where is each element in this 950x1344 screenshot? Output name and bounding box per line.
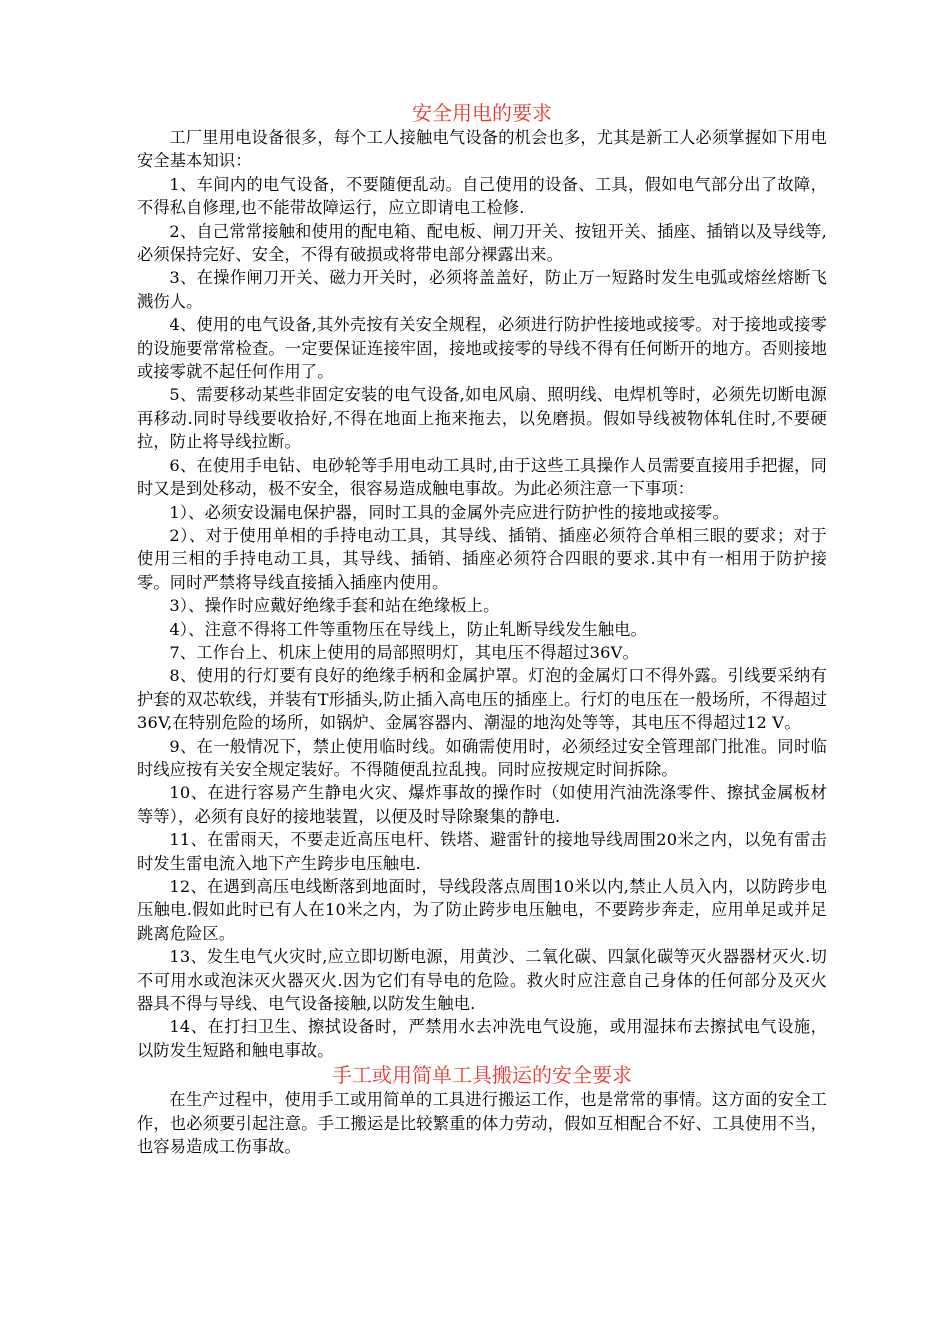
paragraph-rule-5: 5、需要移动某些非固定安装的电气设备,如电风扇、照明线、电焊机等时，必须先切断电源再移动.同时导线要收拾好,不得在地面上拖来拖去，以免磨损。假如导线被物体轧住时,不要硬拉，防止将导线拉断。 — [137, 385, 827, 452]
paragraph-rule-10: 10、在进行容易产生静电火灾、爆炸事故的操作时（如使用汽油洗涤零件、擦拭金属板材等等），必须有良好的接地装置，以便及时导除聚集的静电. — [137, 783, 827, 826]
paragraph-rule-12: 12、在遇到高压电线断落到地面时，导线段落点周围10米以内,禁止人员入内，以防跨步电压触电.假如此时已有人在10米之内，为了防止跨步电压触电，不要跨步奔走，应用单足或并足跳离危险区。 — [137, 877, 827, 943]
paragraph-rule-13: 13、发生电气火灾时,应立即切断电源，用黄沙、二氧化碳、四氯化碳等灭火器器材灭火.切不可用水或泡沫灭火器灭火.因为它们有导电的危险。救火时应注意自己身体的任何部分及灭火器具不得与导线、电气设备接触,以防发生触电. — [137, 947, 827, 1014]
paragraph-intro: 工厂里用电设备很多，每个工人接触电气设备的机会也多，尤其是新工人必须掌握如下用电安全基本知识： — [137, 128, 827, 171]
paragraph-rule-1: 1、车间内的电气设备，不要随便乱动。自己使用的设备、工具，假如电气部分出了故障，不得私自修理,也不能带故障运行，应立即请电工检修. — [137, 174, 827, 218]
section-title-electrical-safety: 安全用电的要求 — [412, 101, 552, 125]
document-page — [137, 100, 827, 1158]
paragraph-subrule-2: 2）、对于使用单相的手持电动工具，其导线、插销、插座必须符合单相三眼的要求；对于使用三相的手持电动工具，其导线、插销、插座必须符合四眼的要求.其中有一相用于防护接零。同时严禁将导线直接插入插座内使用。 — [137, 525, 827, 592]
paragraph-rule-4: 4、使用的电气设备,其外壳按有关安全规程，必须进行防护性接地或接零。对于接地或接零的设施要常常检查。一定要保证连接牢固，接地或接零的导线不得有任何断开的地方。否则接地或接零就不起任何作用了。 — [137, 315, 827, 382]
paragraph-rule-11: 11、在雷雨天，不要走近高压电杆、铁塔、避雷针的接地导线周围20米之内，以免有雷击时发生雷电流入地下产生跨步电压触电. — [137, 830, 827, 873]
paragraph-rule-6: 6、在使用手电钻、电砂轮等手用电动工具时,由于这些工具操作人员需要直接用手把握，同时又是到处移动，极不安全，很容易造成触电事故。为此必须注意一下事项： — [137, 455, 827, 499]
paragraph-rule-8: 8、使用的行灯要有良好的绝缘手柄和金属护罩。灯泡的金属灯口不得外露。引线要采纳有护套的双芯软线，并装有T形插头,防止插入高电压的插座上。行灯的电压在一般场所，不得超过36V,在特别危险的场所，如锅炉、金属容器内、潮湿的地沟处等等，其电压不得超过12 V。 — [137, 666, 827, 733]
paragraph-rule-14: 14、在打扫卫生、擦拭设备时，严禁用水去冲洗电气设施，或用湿抹布去擦拭电气设施，以防发生短路和触电事故。 — [137, 1017, 827, 1060]
paragraph-rule-7: 7、工作台上、机床上使用的局部照明灯，其电压不得超过36V。 — [169, 642, 639, 662]
paragraph-subrule-1: 1）、必须安设漏电保护器，同时工具的金属外壳应进行防护性的接地或接零。 — [169, 502, 729, 522]
paragraph-rule-9: 9、在一般情况下，禁止使用临时线。如确需使用时，必须经过安全管理部门批准。同时临时线应按有关安全规定装好。不得随便乱拉乱拽。同时应按规定时间拆除。 — [137, 736, 827, 779]
paragraph-manual-handling-intro: 在生产过程中，使用手工或用简单的工具进行搬运工作，也是常常的事情。这方面的安全工作，也必须要引起注意。手工搬运是比较繁重的体力劳动，假如互相配合不好、工具使用不当，也容易造成工伤事故。 — [137, 1090, 827, 1157]
paragraph-subrule-4: 4）、注意不得将工件等重物压在导线上，防止轧断导线发生触电。 — [169, 619, 648, 639]
paragraph-subrule-3: 3）、操作时应戴好绝缘手套和站在绝缘板上。 — [169, 596, 500, 616]
section-title-manual-handling: 手工或用简单工具搬运的安全要求 — [332, 1063, 632, 1088]
paragraph-rule-2: 2、自己常常接触和使用的配电箱、配电板、闸刀开关、按钮开关、插座、插销以及导线等,必须保持完好、安全，不得有破损或将带电部分裸露出来。 — [137, 221, 827, 265]
paragraph-rule-3: 3、在操作闸刀开关、磁力开关时，必须将盖盖好，防止万一短路时发生电弧或熔丝熔断飞溅伤人。 — [137, 268, 827, 311]
